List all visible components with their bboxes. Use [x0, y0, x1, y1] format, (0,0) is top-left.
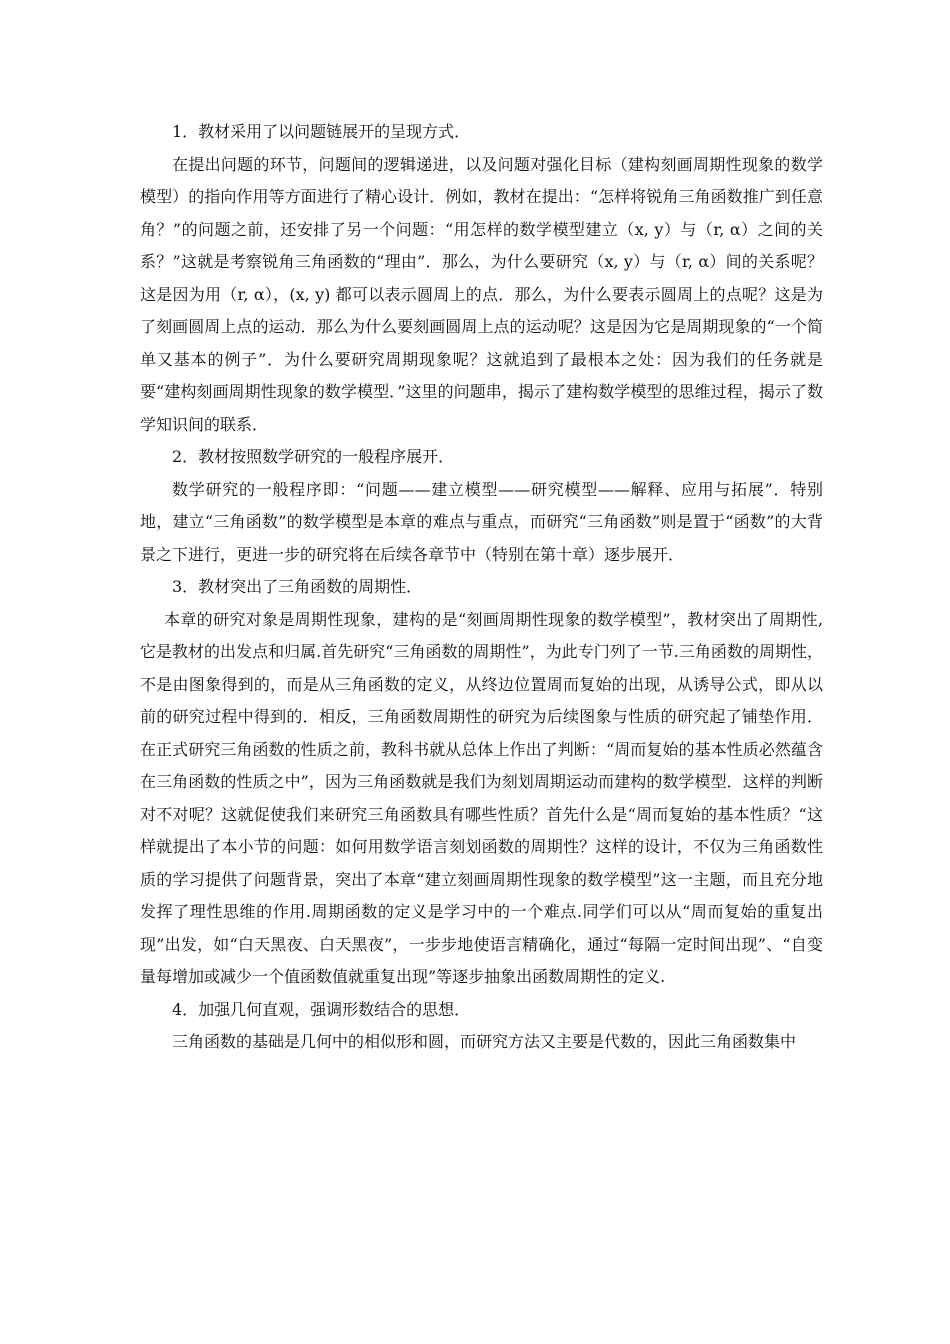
- section-heading-3: 3．教材突出了三角函数的周期性．: [172, 577, 423, 596]
- section-heading-1: 1．教材采用了以问题链展开的呈现方式．: [172, 122, 471, 141]
- paragraph-1: 在提出问题的环节，问题间的逻辑递进，以及问题对强化目标（建构刻画周期性现象的数学模型）的指向作用等方面进行了精心设计．例如，教材在提出：“怎样将锐角三角函数推广到任意角？”的问题之前，还安排了另一个问题：“用怎样的数学模型建立（x, y）与（r, α）之间的关系？”这就是考察锐角三角函数的“理由”．那么，为什么要研究（x, y）与（r, α）间的关系呢？这是因为用（r, α），(x, y) 都可以表示圆周上的点．那么，为什么要表示圆周上的点呢？这是为了刻画圆周上点的运动．那么为什么要刻画圆周上点的运动呢？这是因为它是周期现象的“一个简单又基本的例子”．为什么要研究周期现象呢？这就追到了最根本之处：因为我们的任务就是要“建构刻画周期性现象的数学模型．”这里的问题串，揭示了建构数学模型的思维过程，揭示了数学知识间的联系．: [140, 154, 823, 434]
- paragraph-3: 本章的研究对象是周期性现象，建构的是“刻画周期性现象的数学模型”，教材突出了周期性,它是教材的出发点和归属.首先研究“三角函数的周期性”，为此专门列了一节.三角函数的周期性，不是由图象得到的，而是从三角函数的定义，从终边位置周而复始的出现，从诱导公式，即从以前的研究过程中得到的．相反，三角函数周期性的研究为后续图象与性质的研究起了铺垫作用．在正式研究三角函数的性质之前，教科书就从总体上作出了判断：“周而复始的基本性质必然蕴含在三角函数的性质之中”，因为三角函数就是我们为刻划周期运动而建构的数学模型．这样的判断对不对呢？这就促使我们来研究三角函数具有哪些性质？首先什么是“周而复始的基本性质？“这样就提出了本小节的问题：如何用数学语言刻划函数的周期性？这样的设计，不仅为三角函数性质的学习提供了问题背景，突出了本章“建立刻画周期性现象的数学模型”这一主题，而且充分地发挥了理性思维的作用.周期函数的定义是学习中的一个难点.同学们可以从“周而复始的重复出现”出发，如“白天黑夜、白天黑夜”，一步步地使语言精确化，通过“每隔一定时间出现”、“自变量每增加或减少一个值函数值就重复出现”等逐步抽象出函数周期性的定义.: [140, 609, 823, 986]
- section-heading-4: 4．加强几何直观，强调形数结合的思想．: [172, 999, 471, 1019]
- section-heading-2: 2．教材按照数学研究的一般程序展开．: [172, 447, 455, 466]
- paragraph-2: 数学研究的一般程序即：“问题——建立模型——研究模型——解释、应用与拓展”．特别地，建立“三角函数”的数学模型是本章的难点与重点，而研究“三角函数”则是置于“函数”的大背景之下进行，更进一步的研究将在后续各章节中（特别在第十章）逐步展开．: [140, 479, 823, 564]
- paragraph-4: 三角函数的基础是几何中的相似形和圆，而研究方法又主要是代数的，因此三角函数集中: [172, 1032, 797, 1051]
